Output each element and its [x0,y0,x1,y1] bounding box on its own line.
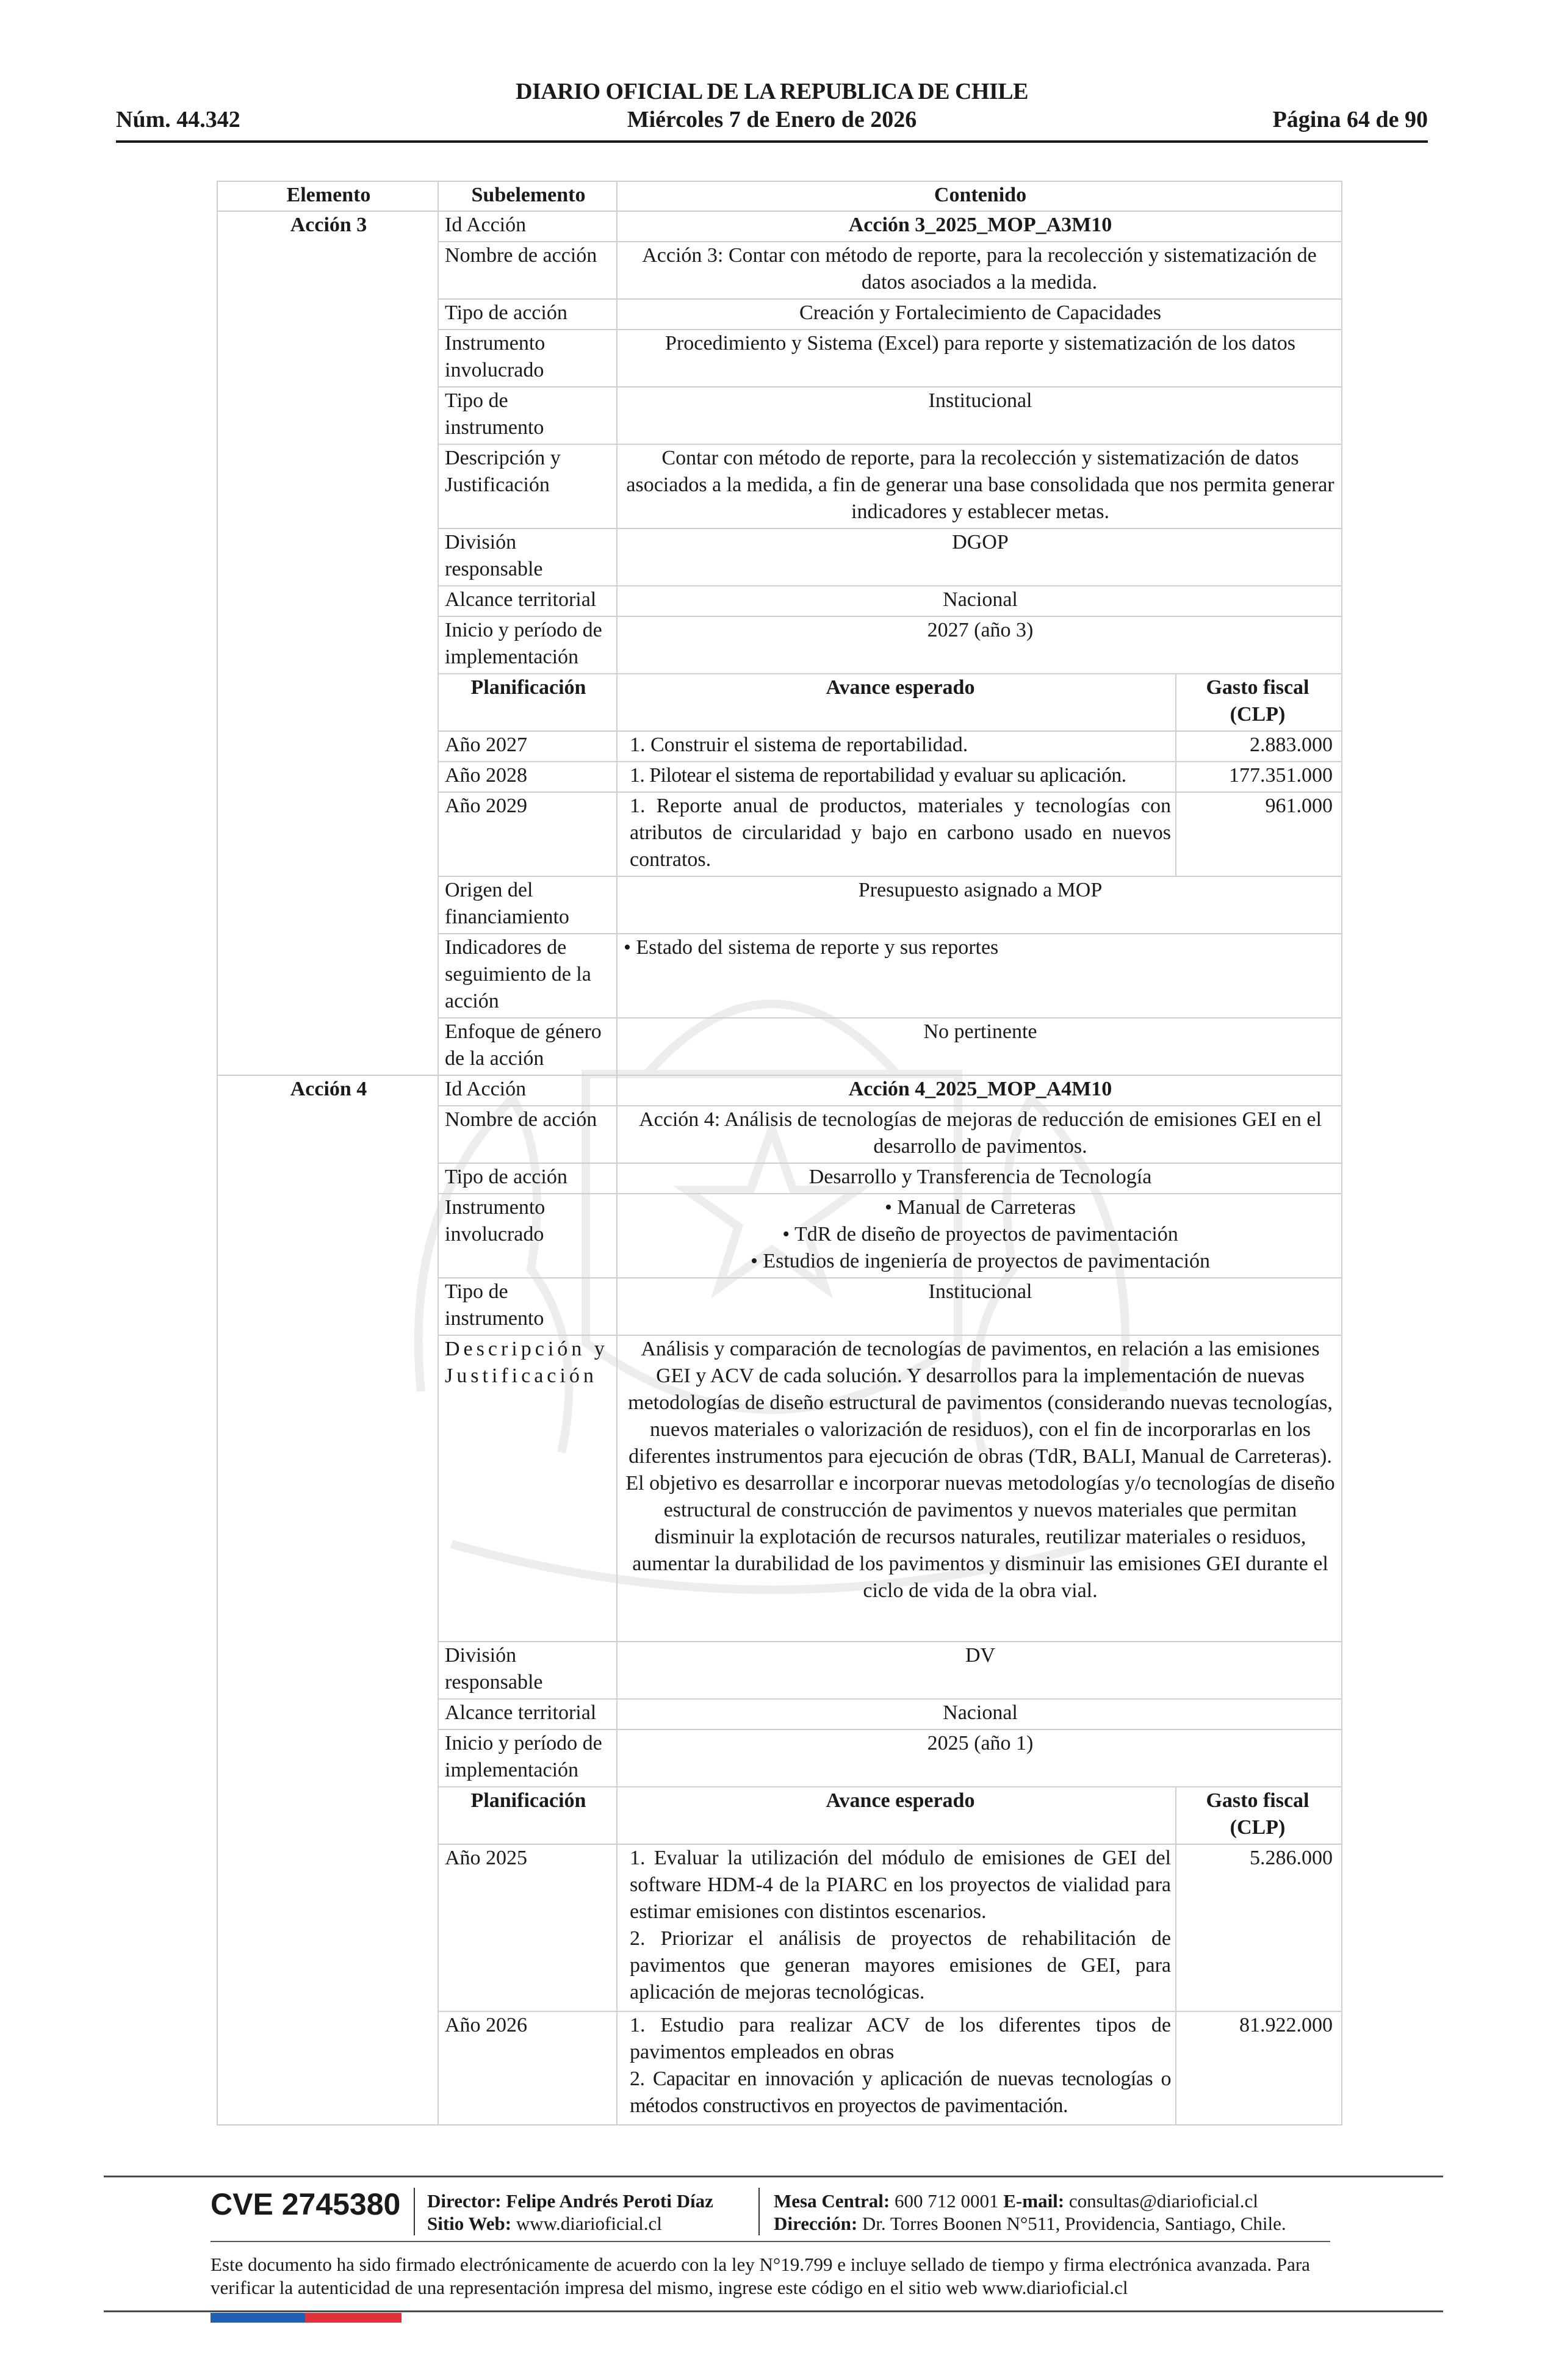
sub-label: División responsable [438,1642,617,1699]
table-row [217,1335,1342,1642]
plan-item: 1. Reporte anual de productos, materiales y tecnologías con atributos de circularidad y bajo en carbono usado en nuevos contratos. [630,795,1171,871]
plan-amount: 2.883.000 [1176,732,1337,761]
table-row [217,1075,1342,1106]
sub-label: Instrumento involucrado [438,330,617,387]
footer-contact-block [774,2190,1286,2235]
action-type: Desarrollo y Transferencia de Tecnología [617,1163,1342,1194]
table-row [217,211,1342,242]
director-name: Felipe Andrés Peroti Díaz [506,2190,713,2212]
table-row [217,1278,1342,1335]
sub-label: Alcance territorial [438,1699,617,1729]
page-number: Página 64 de 90 [1272,107,1428,132]
plan-row [217,2011,1342,2125]
action-instruments [617,1194,1342,1278]
plan-items [624,2012,1176,2124]
plan-amount: 81.922.000 [1176,2012,1337,2124]
mesa-phone: 600 712 0001 [895,2190,999,2212]
table-row [217,876,1342,934]
action-start: 2025 (año 1) [617,1729,1342,1787]
header-subelement: Subelemento [438,181,617,211]
issue-date: Miércoles 7 de Enero de 2026 [627,107,917,132]
table-row [217,1729,1342,1787]
flag-stripe-blue [211,2313,305,2323]
sub-label: Alcance territorial [438,586,617,616]
web-label: Sitio Web: [427,2213,512,2234]
plan-row [217,731,1342,762]
table-row [217,1699,1342,1729]
header-element: Elemento [217,181,438,211]
plan-items [624,1845,1176,2011]
flag-stripe-red [305,2313,402,2323]
sub-label: Indicadores de seguimiento de la acción [438,934,617,1018]
plan-header-label: Planificación [438,674,617,731]
footer-director-block [427,2190,713,2235]
sub-label: Nombre de acción [438,242,617,299]
plan-amount: 177.351.000 [1176,762,1337,792]
action-scope: Nacional [617,586,1342,616]
action-division: DV [617,1642,1342,1699]
header-content: Contenido [617,181,1342,211]
table-row [217,1642,1342,1699]
action-id: Acción 4_2025_MOP_A4M10 [617,1075,1342,1106]
table-row [217,299,1342,330]
action-funding: Presupuesto asignado a MOP [617,876,1342,934]
list-item: 1. Evaluar la utilización del módulo de emisiones de GEI del software HDM-4 de la PIARC en los proyectos de vialidad para estimar emisiones con distintos escenarios. [630,1847,1171,1923]
sub-label: Origen del financiamiento [438,876,617,934]
sub-label: Descripción y Justificación [438,444,617,528]
plan-row [217,762,1342,792]
sub-label: Tipo de instrumento [438,1278,617,1335]
action-instrument-type: Institucional [617,387,1342,444]
cve-code: CVE 2745380 [211,2187,401,2221]
publication-title: DIARIO OFICIAL DE LA REPUBLICA DE CHILE [516,79,1028,104]
address-label: Dirección: [774,2213,858,2234]
table-row [217,1163,1342,1194]
plan-year: Año 2027 [438,731,617,762]
table-row [217,1194,1342,1278]
plan-header-label: Planificación [438,1787,617,1844]
sub-label: Instrumento involucrado [438,1194,617,1278]
footer-rule-bottom [104,2310,1443,2312]
signature-note: Este documento ha sido firmado electrónicamente de acuerdo con la ley N°19.799 e incluye sellado de tiempo y firma electrónica avanzada. Para verificar la autenticidad de una representación impresa del mismo, ingrese este código en el sitio web www.diarioficial.cl [211,2254,1310,2298]
list-item: • Manual de Carreteras [884,1196,1076,1219]
plan-amount: 961.000 [1176,793,1337,876]
table-row [217,444,1342,528]
issue-number: Núm. 44.342 [116,107,240,132]
mesa-label: Mesa Central: [774,2190,890,2212]
plan-amount: 5.286.000 [1176,1845,1337,2011]
plan-row [217,792,1342,876]
table-header-row [217,181,1342,211]
action-gender: No pertinente [617,1018,1342,1075]
plan-year: Año 2025 [438,1844,617,2011]
action-scope: Nacional [617,1699,1342,1729]
plan-year: Año 2028 [438,762,617,792]
plan-item: 1. Construir el sistema de reportabilidad. [630,734,968,756]
actions-table [217,181,1342,2126]
action-division: DGOP [617,528,1342,586]
sub-label: Id Acción [438,211,617,242]
footer-rule-mid [211,2241,1330,2242]
table-row [217,387,1342,444]
action-id: Acción 3_2025_MOP_A3M10 [617,211,1342,242]
sub-label: Tipo de acción [438,299,617,330]
table-row [217,934,1342,1018]
sub-label: Nombre de acción [438,1106,617,1163]
list-item: 1. Estudio para realizar ACV de los diferentes tipos de pavimentos empleados en obras [630,2014,1171,2063]
action-name: Acción 4: Análisis de tecnologías de mejoras de reducción de emisiones GEI en el desarrollo de pavimentos. [617,1106,1342,1163]
page-header [116,78,1428,146]
table-row [217,1106,1342,1163]
plan-year: Año 2029 [438,792,617,876]
sub-label: Tipo de acción [438,1163,617,1194]
table-row [217,586,1342,616]
plan-row [217,1844,1342,2011]
footer-divider [414,2188,415,2235]
plan-year: Año 2026 [438,2011,617,2125]
header-rule [116,140,1428,143]
action-name: Acción 3: Contar con método de reporte, para la recolección y sistematización de datos asociados a la medida. [617,242,1342,299]
plan-header-avance: Avance esperado [826,1789,975,1812]
email-label: E-mail: [1003,2190,1065,2212]
plan-header-row [217,1787,1342,1844]
list-item: • Estudios de ingeniería de proyectos de pavimentación [750,1250,1211,1272]
sub-label: Enfoque de género de la acción [438,1018,617,1075]
action-indicators: • Estado del sistema de reporte y sus reportes [617,934,1342,1018]
director-label: Director: [427,2190,502,2212]
plan-item: 1. Pilotear el sistema de reportabilidad y evaluar su aplicación. [630,764,1126,787]
list-item: • TdR de diseño de proyectos de pavimentación [782,1223,1178,1246]
element-action-3: Acción 3 [217,211,438,242]
action-instrument-type: Institucional [617,1278,1342,1335]
sub-label: Tipo de instrumento [438,387,617,444]
table-row [217,616,1342,674]
sub-label: División responsable [438,528,617,586]
table-row [217,1018,1342,1075]
plan-header-row [217,674,1342,731]
action-instrument: Procedimiento y Sistema (Excel) para reporte y sistematización de los datos [617,330,1342,387]
action-description: Análisis y comparación de tecnologías de pavimentos, en relación a las emisiones GEI y ACV de cada solución. Y desarrollos para la implementación de nuevas metodologías de diseño estructural de pavimentos (considerando nuevas tecnologías, nuevos materiales o valorización de residuos), con el fin de incorporarlas en los diferentes instrumentos para ejecución de obras (TdR, BALI, Manual de Carreteras). El objetivo es desarrollar e incorporar nuevas metodologías y/o tecnologías de diseño estructural de construcción de pavimentos y nuevos materiales que permitan disminuir la explotación de recursos naturales, reutilizar materiales o residuos, aumentar la durabilidad de los pavimentos y disminuir las emisiones GEI durante el ciclo de vida de la obra vial. [617,1335,1342,1642]
element-action-4: Acción 4 [217,1075,438,1106]
table-row [217,330,1342,387]
table-row [217,528,1342,586]
sub-label: Id Acción [438,1075,617,1106]
list-item: 2. Capacitar en innovación y aplicación de nuevas tecnologías o métodos constructivos en proyectos de pavimentación. [630,2068,1171,2117]
action-type: Creación y Fortalecimiento de Capacidades [617,299,1342,330]
sub-label: Inicio y período de implementación [438,616,617,674]
action-description: Contar con método de reporte, para la recolección y sistematización de datos asociados a la medida, a fin de generar una base consolidada que nos permita generar indicadores y establecer metas. [617,444,1342,528]
plan-header-avance: Avance esperado [826,676,975,699]
email-link[interactable]: consultas@diarioficial.cl [1068,2190,1258,2212]
table-row [217,242,1342,299]
action-start: 2027 (año 3) [617,616,1342,674]
address: Dr. Torres Boonen N°511, Providencia, Santiago, Chile. [862,2213,1286,2234]
list-item: 2. Priorizar el análisis de proyectos de rehabilitación de pavimentos que generan mayores emisiones de GEI, para aplicación de mejoras tecnológicas. [630,1927,1171,2003]
footer-divider [758,2188,760,2235]
footer-rule-top [104,2176,1443,2177]
plan-header-gasto: Gasto fiscal (CLP) [1176,674,1337,730]
plan-header-gasto: Gasto fiscal (CLP) [1176,1787,1337,1844]
sub-label: Descripción y Justificación [438,1335,617,1642]
sub-label: Inicio y período de implementación [438,1729,617,1787]
web-link[interactable]: www.diarioficial.cl [516,2213,662,2234]
